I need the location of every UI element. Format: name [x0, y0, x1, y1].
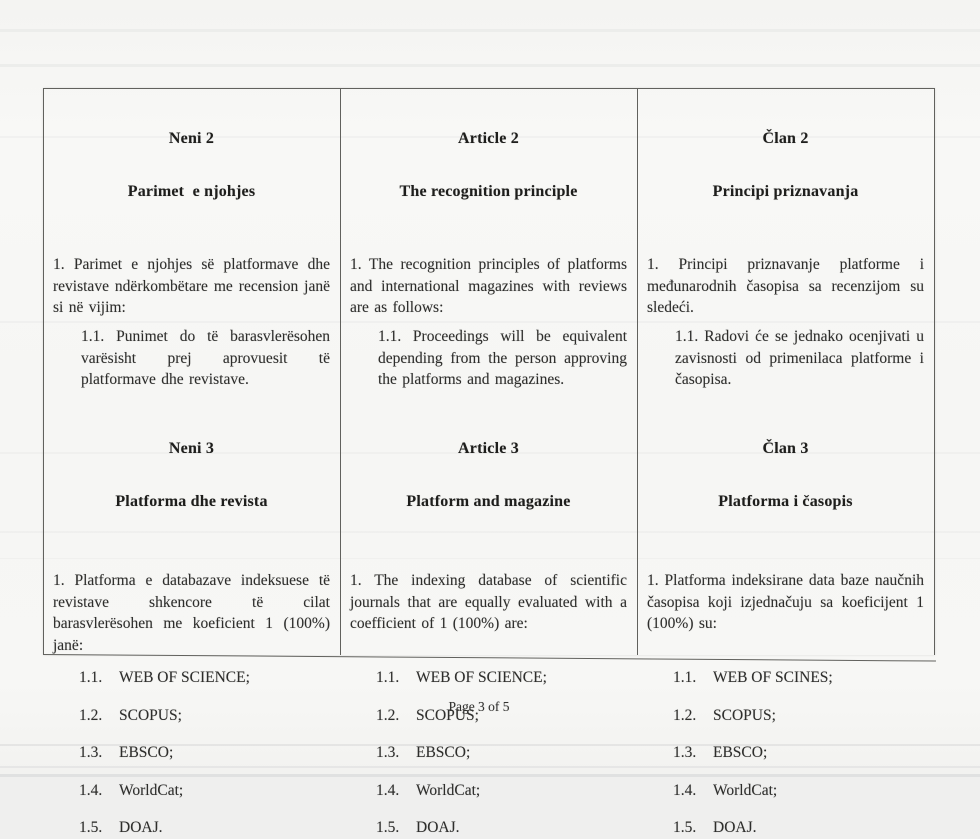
section-heading-number: Član 2 [762, 130, 809, 147]
section-heading-title: Platforma i časopis [718, 492, 853, 510]
article-2-section-albanian [53, 95, 330, 391]
list-item [350, 742, 627, 764]
section-heading-title: Parimet e njohjes [127, 182, 256, 200]
list-item [53, 667, 330, 689]
list-item [53, 742, 330, 764]
section-heading-number: Article 2 [458, 130, 519, 147]
database-list [350, 667, 627, 839]
database-list [53, 667, 330, 839]
list-item-label: WEB OF SCIENCE; [119, 669, 250, 686]
list-item-label: WEB OF SCINES; [713, 669, 833, 686]
section-heading [350, 405, 627, 545]
list-item-number: 1.1. [376, 669, 400, 686]
article-2-section-serbian [647, 95, 924, 391]
list-item-label: SCOPUS; [119, 706, 182, 724]
list-item-number: 1.2. [673, 706, 697, 724]
list-item-label: DOAJ. [713, 819, 757, 836]
list-item-label: EBSCO; [416, 744, 471, 761]
section-heading [53, 405, 330, 545]
list-item-label: WorldCat; [119, 781, 184, 799]
section-paragraph: 1. The indexing database of scientific journals that are equally evaluated with a coefficient of 1 (100%) are: [350, 572, 627, 632]
section-heading [647, 405, 924, 545]
scan-artifact-line [0, 64, 980, 67]
list-item-label: DOAJ. [119, 819, 163, 836]
database-list [647, 667, 924, 839]
section-subitem: 1.1. Punimet do të barasvlerësohen varësisht prej aprovuesit të platformave dhe revistave. [81, 328, 330, 388]
section-heading-title: The recognition principle [399, 182, 578, 200]
list-item-number: 1.5. [673, 819, 697, 836]
section-subitem: 1.1. Proceedings will be equivalent depending from the person approving the platforms and magazines. [378, 328, 627, 388]
scan-artifact-line [0, 29, 980, 32]
article-3-section-serbian [647, 405, 924, 839]
list-item-number: 1.2. [79, 706, 103, 724]
list-item-number: 1.3. [79, 744, 103, 761]
article-2-section-english [350, 95, 627, 391]
list-item-number: 1.3. [673, 744, 697, 761]
list-item [350, 780, 627, 802]
section-heading-title: Platform and magazine [406, 492, 571, 510]
section-heading [53, 95, 330, 235]
section-heading-number: Neni 2 [168, 130, 215, 147]
list-item-number: 1.3. [376, 744, 400, 761]
column-serbian [637, 89, 934, 836]
page-number: Page 3 of 5 [448, 699, 510, 714]
section-heading-title: Principi priznavanja [712, 182, 859, 200]
list-item [53, 780, 330, 802]
list-item-number: 1.1. [673, 669, 697, 686]
section-heading [647, 95, 924, 235]
section-heading [350, 95, 627, 235]
section-heading-title: Platforma dhe revista [115, 492, 268, 510]
list-item [647, 667, 924, 689]
list-item-label: WorldCat; [713, 781, 778, 799]
list-item-label: SCOPUS; [416, 706, 479, 724]
list-item-number: 1.2. [376, 706, 400, 724]
column-albanian [44, 89, 340, 836]
list-item-number: 1.5. [79, 819, 103, 836]
list-item-number: 1.4. [673, 781, 697, 799]
list-item-label: WEB OF SCIENCE; [416, 669, 547, 686]
list-item-number: 1.1. [79, 669, 103, 686]
list-item [53, 817, 330, 839]
section-paragraph: 1. Principi priznavanje platforme i međunarodnih časopisa sa recenzijom su sledeći. [647, 256, 924, 316]
list-item-label: WorldCat; [416, 781, 481, 799]
list-item [647, 742, 924, 764]
list-item-number: 1.4. [376, 781, 400, 799]
list-item-label: EBSCO; [713, 744, 768, 761]
list-item-label: SCOPUS; [713, 706, 776, 724]
list-item [350, 667, 627, 689]
list-item-label: DOAJ. [416, 819, 460, 836]
list-item [647, 817, 924, 839]
section-heading-number: Article 3 [458, 440, 519, 457]
list-item-number: 1.4. [79, 781, 103, 799]
section-paragraph: 1. Platforma e databazave indeksuese të revistave shkencore të cilat barasvlerësohen me koeficient 1 (100%) janë: [53, 572, 330, 654]
list-item-number: 1.5. [376, 819, 400, 836]
article-3-section-albanian [53, 405, 330, 839]
list-item [647, 780, 924, 802]
list-item [350, 817, 627, 839]
section-paragraph: 1. Parimet e njohjes së platformave dhe revistave ndërkombëtare me recension janë si në vijim: [53, 256, 330, 316]
article-3-section-english [350, 405, 627, 839]
section-subitem: 1.1. Radovi će se jednako ocenjivati u zavisnosti od primenilaca platforme i časopisa. [675, 328, 924, 388]
section-heading-number: Neni 3 [168, 440, 215, 457]
section-heading-number: Član 3 [762, 440, 809, 457]
list-item-label: EBSCO; [119, 744, 174, 761]
section-paragraph: 1. Platforma indeksirane data baze naučnih časopisa koji izjednačuju sa koeficijent 1 (100%) su: [647, 572, 924, 632]
section-paragraph: 1. The recognition principles of platforms and international magazines with reviews are as follows: [350, 256, 627, 316]
